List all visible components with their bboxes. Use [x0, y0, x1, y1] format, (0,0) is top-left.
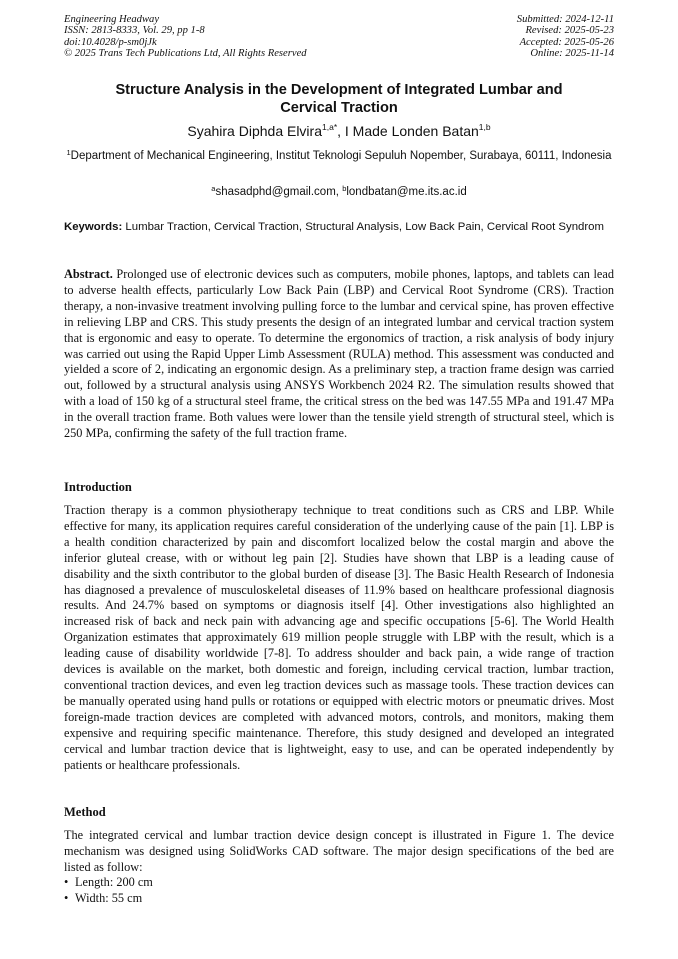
introduction-paragraph: Traction therapy is a common physiotherapy technique to treat conditions such as CRS and LBP. While effective for many, its application requires careful consideration of the underlying cause of the pain [1]. LBP is a health condition characterized by pain and discomfort localized below the costal margin and above the inferior gluteal crease, with or without leg pain [2]. Studies have shown that LBP is a leading cause of disability and the sixth contributor to the global burden of disease [3]. The Basic Health Research of Indonesia has diagnosed a prevalence of musculoskeletal diseases of 11.9% based on healthcare professional diagnosis results. And 24.7% based on symptoms or diagnosis itself [4]. Other investigations also highlighted an increased risk of back and neck pain with advancing age and specific occupations [5-6]. The World Health Organization estimates that approximately 619 million people struggle with LBP with the result, which is a leading cause of disability worldwide [7-8]. To address shoulder and back pain, a wide range of traction devices is available on the market, both domestic and foreign, including cervical traction, lumbar traction, conventional traction devices, and even leg traction devices such as massage tools. These traction devices can be manually operated using hand pulls or rotations or equipped with electric motors or pneumatic drives. Most foreign-made traction devices are completed with advanced motors, controls, and monitors, making them expensive and requiring specific maintenance. Therefore, this study designed and developed an integrated cervical and lumbar traction device that is lightweight, easy to use, and can be operated independently by patients or healthcare professionals.	[64, 503, 614, 772]
paper-title	[64, 81, 614, 117]
journal-doi[interactable]: doi:10.4028/p-sm0jJk	[64, 36, 157, 48]
spec-width: • Width: 55 cm	[64, 891, 153, 907]
journal-issn: ISSN: 2813-8333, Vol. 29, pp 1-8	[64, 25, 205, 37]
design-specs-list	[64, 875, 153, 907]
introduction-heading: Introduction	[64, 480, 132, 494]
affiliation-mark: 1	[66, 148, 71, 157]
spec-length: • Length: 200 cm	[64, 875, 153, 891]
journal-copyright: © 2025 Trans Tech Publications Ltd, All Rights Reserved	[64, 48, 307, 60]
keywords	[64, 220, 614, 235]
author-emails	[64, 185, 614, 200]
abstract-label: Abstract.	[64, 267, 113, 281]
author-2-affiliation-mark: 1,b	[478, 122, 491, 132]
author-list	[64, 122, 614, 140]
abstract-text: Prolonged use of electronic devices such as computers, mobile phones, laptops, and tablets can lead to adverse health effects, particularly Low Back Pain (LBP) and Cervical Root Syndrome (CRS). Traction therapy, a non-invasive treatment involving pulling force to the lumbar and cervical spine, has proven effective in relieving LBP and CRS. This study presents the design of an integrated lumbar and cervical traction system that is ergonomic and easy to operate. To determine the ergonomics of traction, a risk analysis of body injury was carried out using the Rapid Upper Limb Assessment (RULA) method. This assessment was conducted and yielded a score of 2, indicating an ergonomic design. As a preliminary step, a traction frame design was carried out, followed by a structural analysis using ANSYS Workbench 2024 R2. The simulation results showed that with a load of 150 kg of a structural steel frame, the critical stress on the bed was 147.55 MPa and 191.47 MPa in the overall traction frame. Both values were lower than the tensile yield strength of structural steel, which is 250 MPa, confirming the safety of the full traction frame.	[64, 267, 615, 441]
affiliation	[64, 149, 614, 164]
journal-name: Engineering Headway	[64, 14, 160, 25]
author-1-name: Syahira Diphda Elvira	[187, 123, 322, 139]
date-accepted: Accepted: 2025-05-26	[519, 36, 614, 48]
affiliation-text: Department of Mechanical Engineering, Institut Teknologi Sepuluh Nopember, Surabaya, 60111, Indonesia	[70, 150, 612, 162]
method-paragraph: The integrated cervical and lumbar traction device design concept is illustrated in Figure 1. The device mechanism was designed using SolidWorks CAD software. The major design specifications of the bed are listed as follow:	[64, 828, 614, 874]
date-revised: Revised: 2025-05-23	[525, 25, 614, 37]
title-line-1: Structure Analysis in the Development of Integrated Lumbar and	[115, 82, 563, 98]
abstract	[64, 267, 614, 442]
title-line-2: Cervical Traction	[280, 100, 398, 116]
email-b-mark: b	[342, 184, 347, 193]
email-b[interactable]: londbatan@me.its.ac.id	[346, 186, 467, 198]
email-a-mark: a	[211, 184, 216, 193]
keywords-label: Keywords:	[64, 221, 123, 233]
email-separator: ,	[335, 186, 343, 198]
method-heading: Method	[64, 805, 106, 819]
author-1-affiliation-mark: 1,a*	[322, 122, 338, 132]
journal-info	[64, 14, 307, 60]
author-2-name: I Made Londen Batan	[344, 123, 479, 139]
keywords-text: Lumbar Traction, Cervical Traction, Structural Analysis, Low Back Pain, Cervical Root Syndrom	[125, 221, 605, 233]
date-online: Online: 2025-11-14	[530, 48, 614, 60]
publication-dates	[517, 14, 614, 60]
email-a[interactable]: shasadphd@gmail.com	[215, 186, 336, 198]
date-submitted: Submitted: 2024-12-11	[516, 14, 614, 25]
author-separator: ,	[337, 123, 345, 139]
